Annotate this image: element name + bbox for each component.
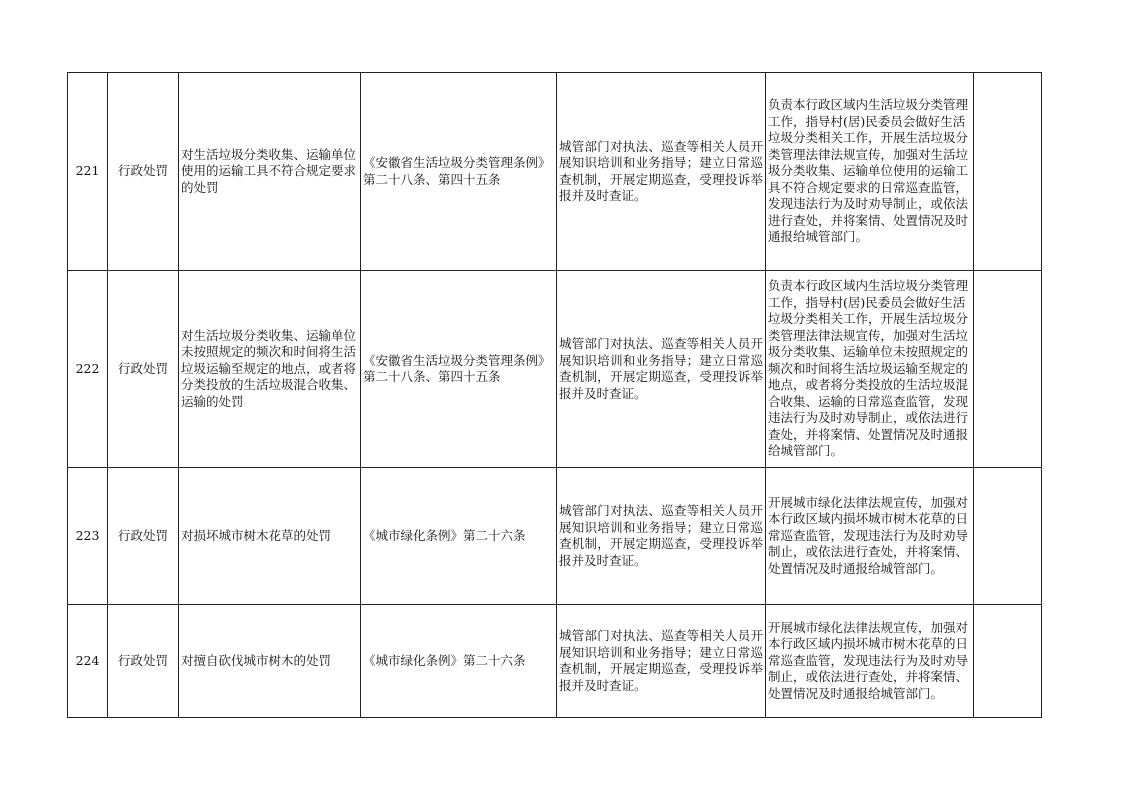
table-row bbox=[68, 605, 1042, 718]
table-row bbox=[68, 271, 1042, 468]
item-type: 行政处罚 bbox=[108, 605, 179, 718]
legal-basis: 《安徽省生活垃圾分类管理条例》第二十八条、第四十五条 bbox=[361, 73, 557, 271]
remark bbox=[974, 271, 1042, 468]
item-type: 行政处罚 bbox=[108, 468, 179, 605]
row-number: 223 bbox=[68, 468, 108, 605]
row-number: 224 bbox=[68, 605, 108, 718]
remark bbox=[974, 468, 1042, 605]
row-number: 222 bbox=[68, 271, 108, 468]
row-number: 221 bbox=[68, 73, 108, 271]
remark bbox=[974, 605, 1042, 718]
item-name: 对擅自砍伐城市树木的处罚 bbox=[179, 605, 361, 718]
remark bbox=[974, 73, 1042, 271]
department-responsibility: 城管部门对执法、巡查等相关人员开展知识培训和业务指导；建立日常巡查机制，开展定期巡查，受理投诉举报并及时查证。 bbox=[557, 271, 766, 468]
legal-basis: 《城市绿化条例》第二十六条 bbox=[361, 605, 557, 718]
item-type: 行政处罚 bbox=[108, 73, 179, 271]
item-name: 对生活垃圾分类收集、运输单位未按照规定的频次和时间将生活垃圾运输至规定的地点，或者将分类投放的生活垃圾混合收集、运输的处罚 bbox=[179, 271, 361, 468]
table-row bbox=[68, 73, 1042, 271]
legal-basis: 《安徽省生活垃圾分类管理条例》第二十八条、第四十五条 bbox=[361, 271, 557, 468]
responsibility-table bbox=[67, 72, 1042, 718]
department-responsibility: 城管部门对执法、巡查等相关人员开展知识培训和业务指导；建立日常巡查机制，开展定期巡查，受理投诉举报并及时查证。 bbox=[557, 73, 766, 271]
item-name: 对损坏城市树木花草的处罚 bbox=[179, 468, 361, 605]
township-duty: 负责本行政区域内生活垃圾分类管理工作，指导村(居)民委员会做好生活垃圾分类相关工作，开展生活垃圾分类管理法律法规宣传，加强对生活垃圾分类收集、运输单位未按照规定的频次和时间将生活垃圾运输至规定的地点，或者将分类投放的生活垃圾混合收集、运输的日常巡查监管，发现违法行为及时劝导制止，或依法进行查处，并将案情、处置情况及时通报给城管部门。 bbox=[766, 271, 974, 468]
township-duty: 开展城市绿化法律法规宣传，加强对本行政区域内损坏城市树木花草的日常巡查监管，发现违法行为及时劝导制止，或依法进行查处，并将案情、处置情况及时通报给城管部门。 bbox=[766, 468, 974, 605]
department-responsibility: 城管部门对执法、巡查等相关人员开展知识培训和业务指导；建立日常巡查机制，开展定期巡查，受理投诉举报并及时查证。 bbox=[557, 605, 766, 718]
table-row bbox=[68, 468, 1042, 605]
item-name: 对生活垃圾分类收集、运输单位使用的运输工具不符合规定要求的处罚 bbox=[179, 73, 361, 271]
township-duty: 开展城市绿化法律法规宣传，加强对本行政区域内损坏城市树木花草的日常巡查监管，发现违法行为及时劝导制止，或依法进行查处，并将案情、处置情况及时通报给城管部门。 bbox=[766, 605, 974, 718]
township-duty: 负责本行政区域内生活垃圾分类管理工作，指导村(居)民委员会做好生活垃圾分类相关工作，开展生活垃圾分类管理法律法规宣传，加强对生活垃圾分类收集、运输单位使用的运输工具不符合规定要求的日常巡查监管，发现违法行为及时劝导制止，或依法进行查处，并将案情、处置情况及时通报给城管部门。 bbox=[766, 73, 974, 271]
department-responsibility: 城管部门对执法、巡查等相关人员开展知识培训和业务指导；建立日常巡查机制，开展定期巡查，受理投诉举报并及时查证。 bbox=[557, 468, 766, 605]
item-type: 行政处罚 bbox=[108, 271, 179, 468]
legal-basis: 《城市绿化条例》第二十六条 bbox=[361, 468, 557, 605]
